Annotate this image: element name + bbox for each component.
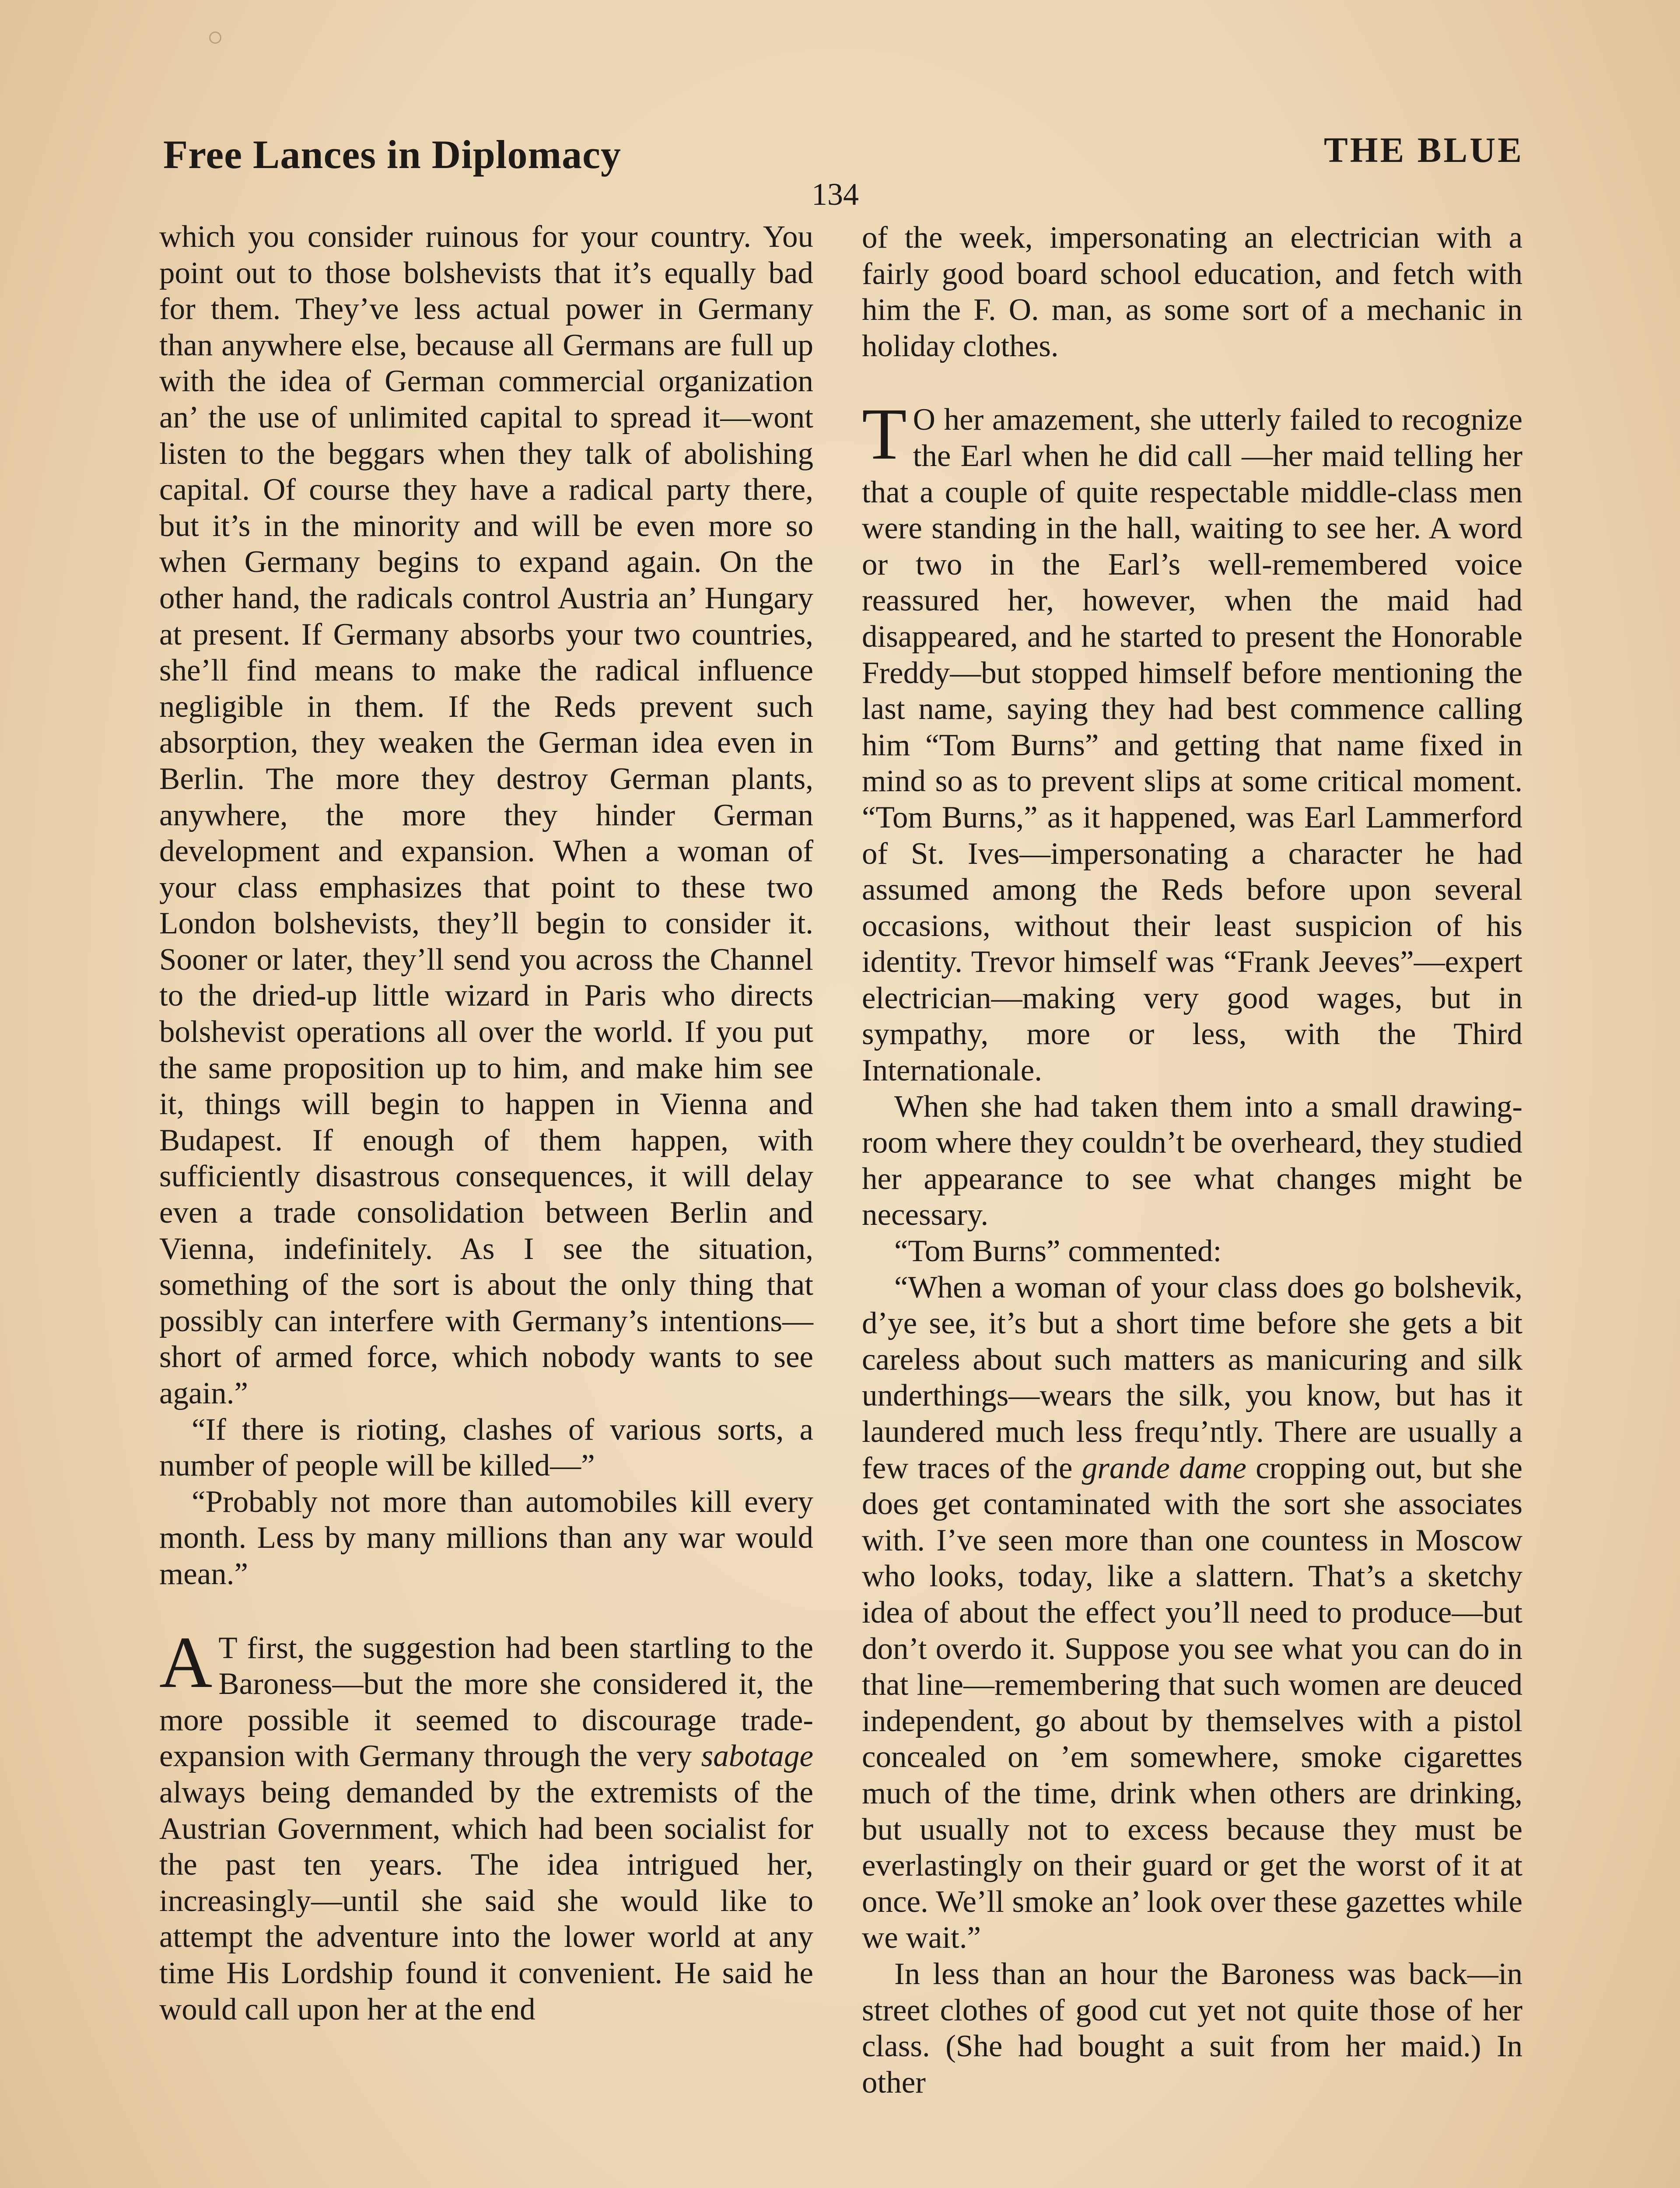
left-column: [159, 219, 813, 2027]
drop-cap: A: [159, 1621, 213, 1703]
paragraph: which you consider ruinous for your country. You point out to those bolshevists that it’s equally bad for them. They’ve less actual power in Germany than anywhere else, because all Germans are full up with the idea of German commercial organization an’ the use of unlimited capital to spread it—wont listen to the beggars when they talk of abolishing capital. Of course they have a radical party there, but it’s in the minority and will be even more so when Germany begins to expand again. On the other hand, the radicals control Austria an’ Hungary at present. If Germany absorbs your two countries, she’ll find means to make the radical influence negligible in them. If the Reds prevent such absorption, they weaken the German idea even in Berlin. The more they destroy German plants, anywhere, the more they hinder German development and expansion. When a woman of your class emphasizes that point to these two London bolshevists, they’ll begin to consider it. Sooner or later, they’ll send you across the Channel to the dried-up little wizard in Paris who directs bolshevist operations all over the world. If you put the same proposition up to him, and make him see it, things will begin to happen in Vienna and Budapest. If enough of them happen, with sufficiently disastrous consequences, it will delay even a trade consolidation between Berlin and Vienna, indefinitely. As I see the situation, something of the sort is about the only thing that possibly can interfere with Germany’s intentions—short of armed force, which nobody wants to see again.”: [159, 220, 813, 1410]
right-column: [862, 220, 1522, 2100]
paragraph: [862, 393, 1522, 1088]
text-span: always being demanded by the extremists of the Austrian Government, which had been socialist for the past ten years. The idea intrigued her, increasingly—until she said she would like to attempt the adventure into the lower world at any time His Lordship found it convenient. He said he would call upon her at the end: [159, 1775, 813, 2027]
paragraph: [159, 1621, 813, 2028]
page-number: 134: [812, 177, 859, 212]
drop-cap: T: [862, 393, 907, 475]
paragraph: In less than an hour the Baroness was back—in street clothes of good cut yet not quite those of her class. (She had bought a suit from her maid.) In other: [862, 1957, 1522, 2100]
text-span: O her amazement, she utterly failed to recognize the Earl when he did call —her maid telling her that a couple of quite respectable middle-class men were standing in the hall, waiting to see her. A word or two in the Earl’s well-remembered voice reassured her, however, when the maid had disappeared, and he started to present the Honorable Freddy—but stopped himself before mentioning the last name, saying they had best commence calling him “Tom Burns” and getting that name fixed in mind so as to prevent slips at some critical moment. “Tom Burns,” as it happened, was Earl Lammerford of St. Ives—impersonating a character he had assumed among the Reds before upon several occasions, without their least suspicion of his identity. Trevor himself was “Frank Jeeves”—expert electrician—making very good wages, but in sympathy, more or less, with the Third Internationale.: [862, 403, 1522, 1088]
paragraph: [862, 1269, 1522, 1956]
paragraph: of the week, impersonating an electrician with a fairly good board school education, and fetch with him the F. O. man, as some sort of a mechanic in holiday clothes.: [862, 221, 1522, 363]
paragraph: When she had taken them into a small drawing-room where they couldn’t be overheard, they studied her appearance to see what changes might be necessary.: [862, 1089, 1522, 1232]
italic-text: sabotage: [701, 1739, 813, 1774]
text-span: “When a woman of your class does go bolshevik, d’ye see, it’s but a short time before she gets a bit careless about such matters as manicuring and silk underthings—wears the silk, you know, but has it laundered much less frequ’ntly. There are usually a few traces of the: [862, 1270, 1522, 1485]
text-span: T first, the suggestion had been startling to the Baroness—but the more she considered it, the more possible it seemed to discourage trade-expansion with Germany through the very: [159, 1630, 813, 1774]
paper-speck: [209, 32, 221, 44]
paragraph: “Tom Burns” commented:: [894, 1234, 1222, 1269]
running-head-magazine: THE BLUE: [1324, 130, 1524, 170]
italic-text: grande dame: [1082, 1451, 1246, 1485]
paragraph: “Probably not more than automobiles kill every month. Less by many millions than any war would mean.”: [159, 1484, 813, 1591]
text-span: cropping out, but she does get contaminated with the sort she associates with. I’ve seen more than one countess in Moscow who looks, today, like a slattern. That’s a sketchy idea of about the effect you’ll need to produce—but don’t overdo it. Suppose you see what you can do in that line—remembering that such women are deuced independent, go about by themselves with a pistol concealed on ’em somewhere, smoke cigarettes much of the time, drink when others are drinking, but usually not to excess because they must be everlastingly on their guard or get the worst of it at once. We’ll smoke an’ look over these gazettes while we wait.”: [862, 1451, 1522, 1955]
running-head-title: Free Lances in Diplomacy: [163, 132, 621, 177]
paragraph: “If there is rioting, clashes of various sorts, a number of people will be killed—”: [159, 1412, 813, 1483]
